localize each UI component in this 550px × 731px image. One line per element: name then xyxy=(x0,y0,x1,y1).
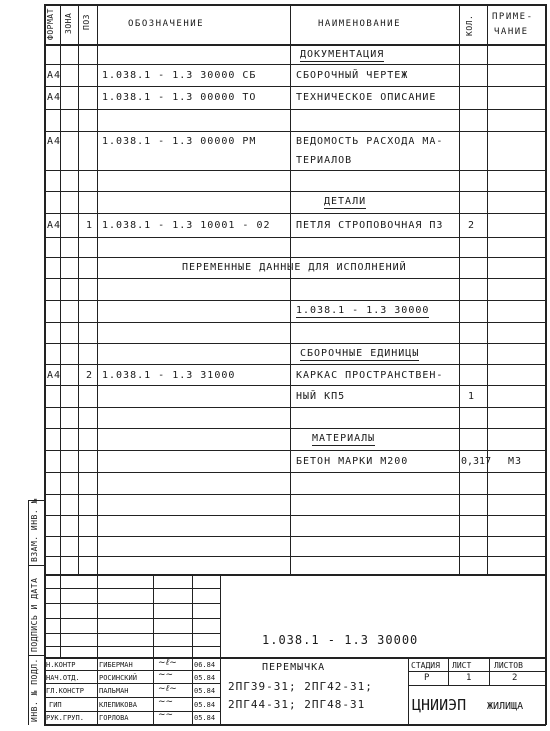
side-label-original-inv: ИНВ. № ПОДЛ. xyxy=(30,658,39,722)
section-parts: ДЕТАЛИ xyxy=(324,196,367,207)
sheets-value: 2 xyxy=(512,673,519,683)
header-designation: ОБОЗНАЧЕНИЕ xyxy=(128,19,205,29)
date-dept-head: 05.84 xyxy=(194,674,216,682)
row2-designation: 1.038.1 - 1.3 00000 ТО xyxy=(102,92,257,103)
name-chief-engineer: КЛЕПИКОВА xyxy=(99,701,137,709)
signature-3: ~ℓ~ xyxy=(158,684,177,694)
row5-pos: 2 xyxy=(86,370,94,381)
org-name: ЦНИИЭП xyxy=(412,696,467,714)
row5-name-2: НЫЙ КП5 xyxy=(296,391,346,402)
section-materials: МАТЕРИАЛЫ xyxy=(312,433,376,444)
name-dept-head: РОСИНСКИЙ xyxy=(99,674,137,682)
header-name: НАИМЕНОВАНИЕ xyxy=(318,19,402,29)
row4-name: ПЕТЛЯ СТРОПОВОЧНАЯ ПЗ xyxy=(296,220,444,231)
header-note-2: ЧАНИЕ xyxy=(494,27,529,37)
name-norm-control: ГИБЕРМАН xyxy=(99,661,133,669)
name-group-lead: ГОРЛОВА xyxy=(99,714,129,722)
row6-name: БЕТОН МАРКИ М200 xyxy=(296,456,409,467)
name-chief-designer: ПАЛЬМАН xyxy=(99,687,129,695)
row1-name: СБОРОЧНЫЙ ЧЕРТЕЖ xyxy=(296,70,409,81)
stage-value: Р xyxy=(424,673,431,683)
header-pos: ПОЗ xyxy=(82,14,91,30)
row4-designation: 1.038.1 - 1.3 10001 - 02 xyxy=(102,220,271,231)
section-documentation: ДОКУМЕНТАЦИЯ xyxy=(300,49,385,60)
row4-qty: 2 xyxy=(468,220,476,231)
date-norm-control: 06.84 xyxy=(194,661,216,669)
row5-qty: 1 xyxy=(468,391,476,402)
sheet-label: ЛИСТ xyxy=(452,661,472,670)
row4-format: А4 xyxy=(47,220,62,231)
role-dept-head: НАЧ.ОТД. xyxy=(46,674,80,682)
header-format: ФОРМАТ xyxy=(46,8,55,40)
row3-name-1: ВЕДОМОСТЬ РАСХОДА МА- xyxy=(296,136,444,147)
row6-qty: 0,317 xyxy=(461,456,492,467)
role-chief-engineer: ГИП xyxy=(49,701,62,709)
role-chief-designer: ГЛ.КОНСТР xyxy=(46,687,84,695)
date-chief-engineer: 05.84 xyxy=(194,701,216,709)
sheet-value: 1 xyxy=(466,673,473,683)
signature-4: ~~ xyxy=(158,697,174,707)
variant-designation: 1.038.1 - 1.3 30000 xyxy=(296,305,430,316)
frame-bottom xyxy=(44,724,546,726)
row5-name-1: КАРКАС ПРОСТРАНСТВЕН- xyxy=(296,370,444,381)
frame-top xyxy=(44,4,546,6)
role-norm-control: Н.КОНТР xyxy=(46,661,76,669)
side-label-signature-date: ПОДПИСЬ И ДАТА xyxy=(30,577,39,652)
row2-name: ТЕХНИЧЕСКОЕ ОПИСАНИЕ xyxy=(296,92,437,103)
row5-format: А4 xyxy=(47,370,62,381)
title-line-1: ПЕРЕМЫЧКА xyxy=(262,662,326,673)
stage-label: СТАДИЯ xyxy=(411,661,440,670)
signature-2: ~~ xyxy=(158,670,174,680)
row1-format: А4 xyxy=(47,70,62,81)
row2-format: А4 xyxy=(47,92,62,103)
signature-5: ~~ xyxy=(158,710,174,720)
title-line-2: 2ПГ39-31; 2ПГ42-31; xyxy=(228,680,373,693)
signature-1: ~ℓ~ xyxy=(158,658,177,668)
row3-designation: 1.038.1 - 1.3 00000 РМ xyxy=(102,136,257,147)
role-group-lead: РУК.ГРУП. xyxy=(46,714,84,722)
title-line-3: 2ПГ44-31; 2ПГ48-31 xyxy=(228,698,366,711)
header-note-1: ПРИМЕ- xyxy=(492,12,534,22)
date-chief-designer: 05.84 xyxy=(194,687,216,695)
row4-pos: 1 xyxy=(86,220,94,231)
section-assemblies: СБОРОЧНЫЕ ЕДИНИЦЫ xyxy=(300,348,420,359)
row5-designation: 1.038.1 - 1.3 31000 xyxy=(102,370,236,381)
row3-format: А4 xyxy=(47,136,62,147)
header-qty: КОЛ. xyxy=(465,14,474,36)
doc-number: 1.038.1 - 1.3 30000 xyxy=(262,633,419,647)
row1-designation: 1.038.1 - 1.3 30000 СБ xyxy=(102,70,257,81)
date-group-lead: 05.84 xyxy=(194,714,216,722)
row6-note: М3 xyxy=(508,456,523,467)
side-label-replacement: ВЗАМ. ИНВ. № xyxy=(30,498,39,562)
section-variable-data: ПЕРЕМЕННЫЕ ДАННЫЕ ДЛЯ ИСПОЛНЕНИЙ xyxy=(182,262,407,273)
row3-name-2: ТЕРИАЛОВ xyxy=(296,155,353,166)
sheets-label: ЛИСТОВ xyxy=(494,661,523,670)
side-strip-line xyxy=(28,500,29,725)
org-name-2: ЖИЛИЩА xyxy=(487,701,524,712)
header-zone: ЗОНА xyxy=(64,12,73,34)
